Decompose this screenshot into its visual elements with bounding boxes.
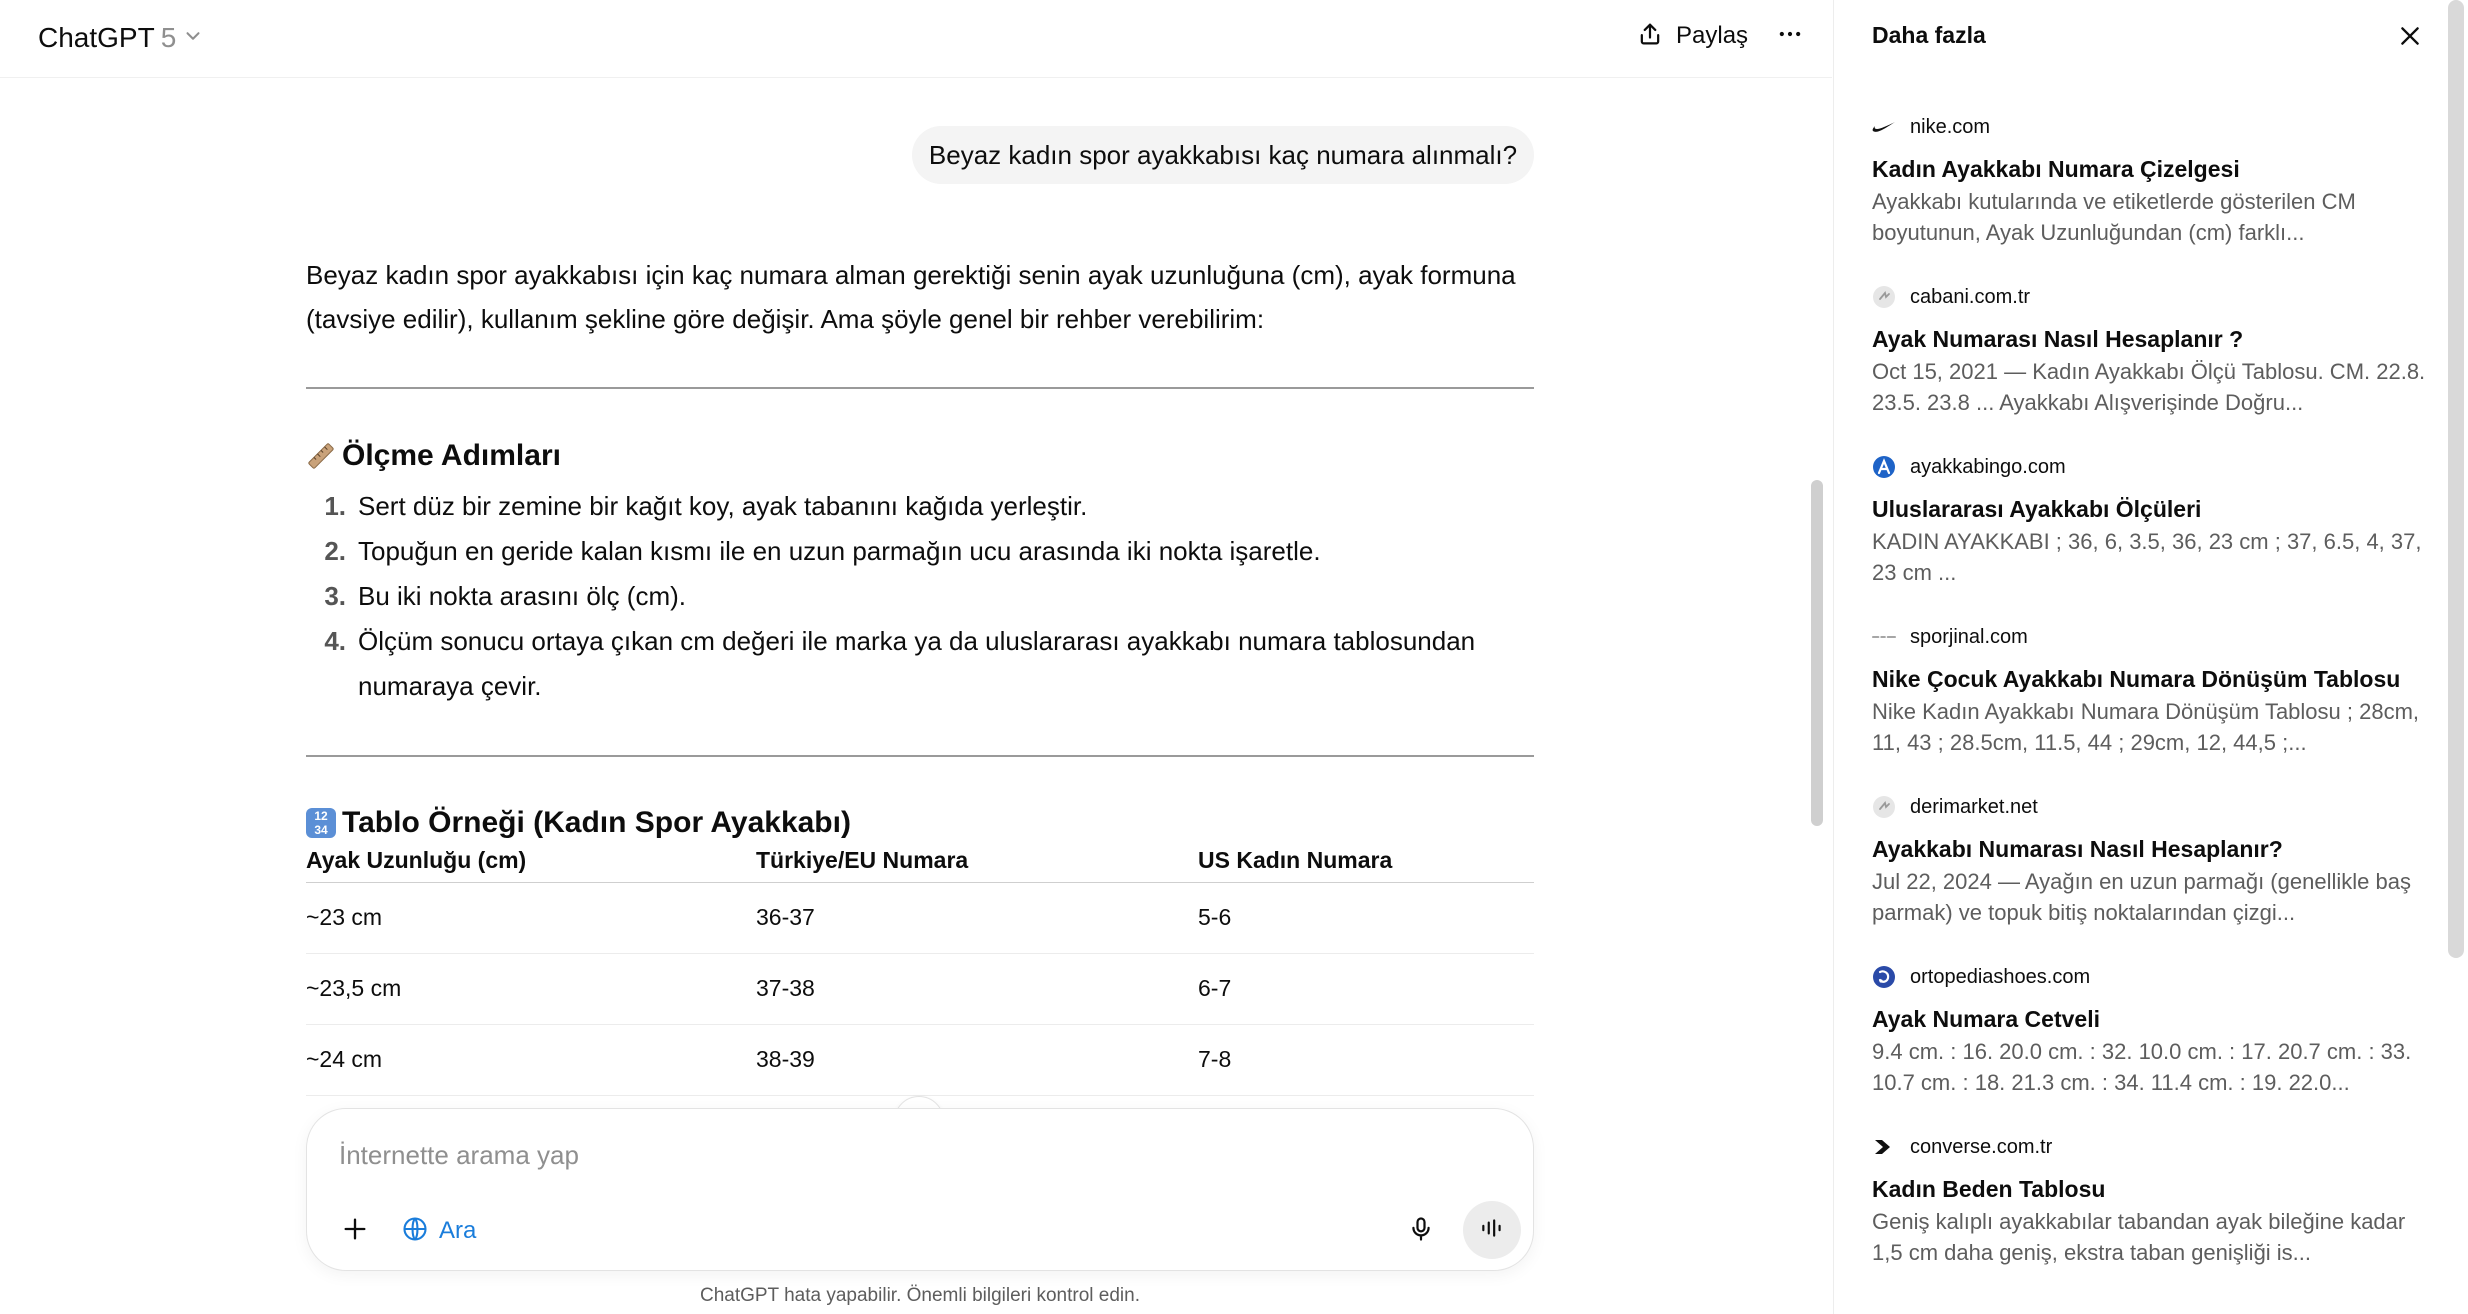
section-heading-measuring	[306, 434, 561, 478]
step-number: 2.	[324, 536, 346, 566]
step-text: Ölçüm sonucu ortaya çıkan cm değeri ile marka ya da uluslararası ayakkabı numara tablosundan numaraya çevir.	[358, 626, 1476, 701]
microphone-icon	[1407, 1215, 1435, 1248]
table-cell: 5-6	[1198, 882, 1534, 953]
size-table	[306, 840, 1534, 1096]
table-cell: 36-37	[756, 882, 1198, 953]
source-snippet: Oct 15, 2021 — Kadın Ayakkabı Ölçü Tablosu. CM. 22.8. 23.5. 23.8 ... Ayakkabı Alışverişinde Doğru...	[1872, 359, 2426, 415]
step-number: 1.	[324, 491, 346, 521]
column-header: US Kadın Numara	[1198, 840, 1534, 882]
table-cell: 37-38	[756, 953, 1198, 1024]
source-domain: converse.com.tr	[1910, 1135, 2053, 1158]
ellipsis-icon	[1776, 20, 1804, 53]
conversation-scrollbar[interactable]	[1811, 480, 1823, 826]
source-title: Kadın Beden Tablosu	[1872, 1176, 2106, 1202]
sources-panel-title: Daha fazla	[1872, 22, 1986, 48]
list-item	[306, 529, 1536, 574]
disclaimer-text: ChatGPT hata yapabilir. Önemli bilgileri kontrol edin.	[699, 1285, 1141, 1306]
step-text: Bu iki nokta arasını ölç (cm).	[358, 581, 686, 611]
close-icon	[2397, 23, 2423, 54]
voice-mode-button[interactable]	[1463, 1201, 1521, 1259]
measuring-steps-list	[306, 484, 1536, 709]
step-text: Topuğun en geride kalan kısmı ile en uzun parmağın ucu arasında iki nokta işaretle.	[358, 536, 1321, 566]
source-snippet: 9.4 cm. : 16. 20.0 cm. : 32. 10.0 cm. : 17. 20.7 cm. : 33. 10.7 cm. : 18. 21.3 cm. : 34. 11.4 cm. : 19. 22.0...	[1872, 1039, 2412, 1095]
source-snippet: Nike Kadın Ayakkabı Numara Dönüşüm Tablosu ; 28cm, 11, 43 ; 28.5cm, 11.5, 44 ; 29cm, 12, 44,5 ;...	[1872, 699, 2420, 755]
step-text: Sert düz bir zemine bir kağıt koy, ayak tabanını kağıda yerleştir.	[358, 491, 1088, 521]
source-item[interactable]	[1872, 282, 2432, 418]
source-title: Uluslararası Ayakkabı Ölçüleri	[1872, 496, 2202, 522]
source-item[interactable]	[1872, 622, 2432, 758]
column-header: Türkiye/EU Numara	[756, 840, 1198, 882]
composer	[306, 1108, 1534, 1271]
ortopedia-logo-icon	[1872, 965, 1896, 989]
table-cell: ~23,5 cm	[306, 953, 756, 1024]
list-item	[306, 484, 1536, 529]
column-header: Ayak Uzunluğu (cm)	[306, 840, 756, 882]
user-message-bubble: Beyaz kadın spor ayakkabısı kaç numara alınmalı?	[912, 126, 1534, 184]
section-heading-text: Tablo Örneği (Kadın Spor Ayakkabı)	[342, 806, 851, 839]
source-domain: nike.com	[1910, 115, 1991, 138]
share-icon	[1636, 20, 1664, 53]
list-item	[306, 619, 1536, 709]
model-name: ChatGPT	[38, 22, 155, 53]
converse-chevron-icon	[1872, 1135, 1896, 1159]
list-item	[306, 574, 1536, 619]
section-heading-text: Ölçme Adımları	[342, 439, 561, 472]
table-cell: ~24 cm	[306, 1024, 756, 1095]
source-domain: sporjinal.com	[1910, 625, 2028, 648]
divider	[306, 755, 1534, 757]
assistant-intro-text: Beyaz kadın spor ayakkabısı için kaç numara alman gerektiği senin ayak uzunluğuna (cm), ayak formuna (tavsiye edilir), kullanım şekline göre değişir. Ama şöyle genel bir rehber verebilirim:	[306, 260, 1516, 334]
source-domain: ayakkabingo.com	[1910, 455, 2066, 478]
source-item[interactable]	[1872, 962, 2432, 1098]
section-heading-table	[306, 801, 851, 845]
table-cell: 7-8	[1198, 1024, 1534, 1095]
table-cell: 38-39	[756, 1024, 1198, 1095]
model-version: 5	[160, 22, 177, 53]
model-switcher-button[interactable]	[30, 16, 212, 60]
ayakkabingo-logo-icon	[1872, 455, 1896, 479]
source-item[interactable]	[1872, 112, 2432, 248]
source-item[interactable]	[1872, 452, 2432, 588]
source-title: Nike Çocuk Ayakkabı Numara Dönüşüm Tablosu	[1872, 666, 2401, 692]
source-domain: derimarket.net	[1910, 795, 2038, 818]
source-snippet: KADIN AYAKKABI ; 36, 6, 3.5, 36, 23 cm ; 37, 6.5, 4, 37, 23 cm ...	[1872, 529, 2422, 585]
generic-globe-icon	[1872, 795, 1896, 819]
source-item[interactable]	[1872, 792, 2432, 928]
sporjinal-logo-icon	[1872, 625, 1896, 649]
source-snippet: Ayakkabı kutularında ve etiketlerde gösterilen CM boyutunun, Ayak Uzunluğundan (cm) farklı...	[1872, 189, 2356, 245]
web-search-tool-label: Ara	[439, 1217, 477, 1244]
table-cell: ~23 cm	[306, 882, 756, 953]
close-panel-button[interactable]	[2388, 16, 2432, 60]
add-attachment-button[interactable]	[331, 1207, 379, 1255]
source-title: Kadın Ayakkabı Numara Çizelgesi	[1872, 156, 2240, 182]
divider	[306, 387, 1534, 389]
table-row	[306, 1024, 1534, 1095]
more-options-button[interactable]	[1768, 14, 1812, 58]
table-cell: 6-7	[1198, 953, 1534, 1024]
table-row	[306, 953, 1534, 1024]
plus-icon	[341, 1215, 369, 1248]
globe-icon	[401, 1215, 429, 1248]
nike-swoosh-icon	[1872, 115, 1896, 139]
source-domain: ortopediashoes.com	[1910, 965, 2091, 988]
step-number: 3.	[324, 581, 346, 611]
web-search-tool-button[interactable]	[391, 1207, 486, 1255]
numbers-emoji-icon: 12 34	[306, 808, 336, 838]
source-item[interactable]	[1872, 1132, 2432, 1268]
source-title: Ayakkabı Numarası Nasıl Hesaplanır?	[1872, 836, 2283, 862]
step-number: 4.	[324, 626, 346, 656]
prompt-input[interactable]	[339, 1135, 1439, 1175]
table-header-row	[306, 840, 1534, 882]
generic-globe-icon	[1872, 285, 1896, 309]
source-title: Ayak Numara Cetveli	[1872, 1006, 2100, 1032]
dictate-button[interactable]	[1397, 1207, 1445, 1255]
chat-header	[0, 0, 1832, 78]
ruler-icon	[306, 441, 336, 471]
source-title: Ayak Numarası Nasıl Hesaplanır ?	[1872, 326, 2244, 352]
waveform-icon	[1479, 1215, 1505, 1246]
sources-panel	[1833, 0, 2468, 1314]
sources-scrollbar[interactable]	[2448, 0, 2464, 958]
source-domain: cabani.com.tr	[1910, 285, 2031, 308]
share-label: Paylaş	[1676, 22, 1749, 49]
source-snippet: Jul 22, 2024 — Ayağın en uzun parmağı (genellikle baş parmak) ve topuk bitiş noktalarından çizgi...	[1872, 869, 2411, 925]
table-row	[306, 882, 1534, 953]
chevron-down-icon	[182, 25, 204, 52]
share-button[interactable]	[1624, 14, 1760, 58]
source-snippet: Geniş kalıplı ayakkabılar tabandan ayak bileğine kadar 1,5 cm daha geniş, ekstra taban genişliği is...	[1872, 1209, 2406, 1265]
